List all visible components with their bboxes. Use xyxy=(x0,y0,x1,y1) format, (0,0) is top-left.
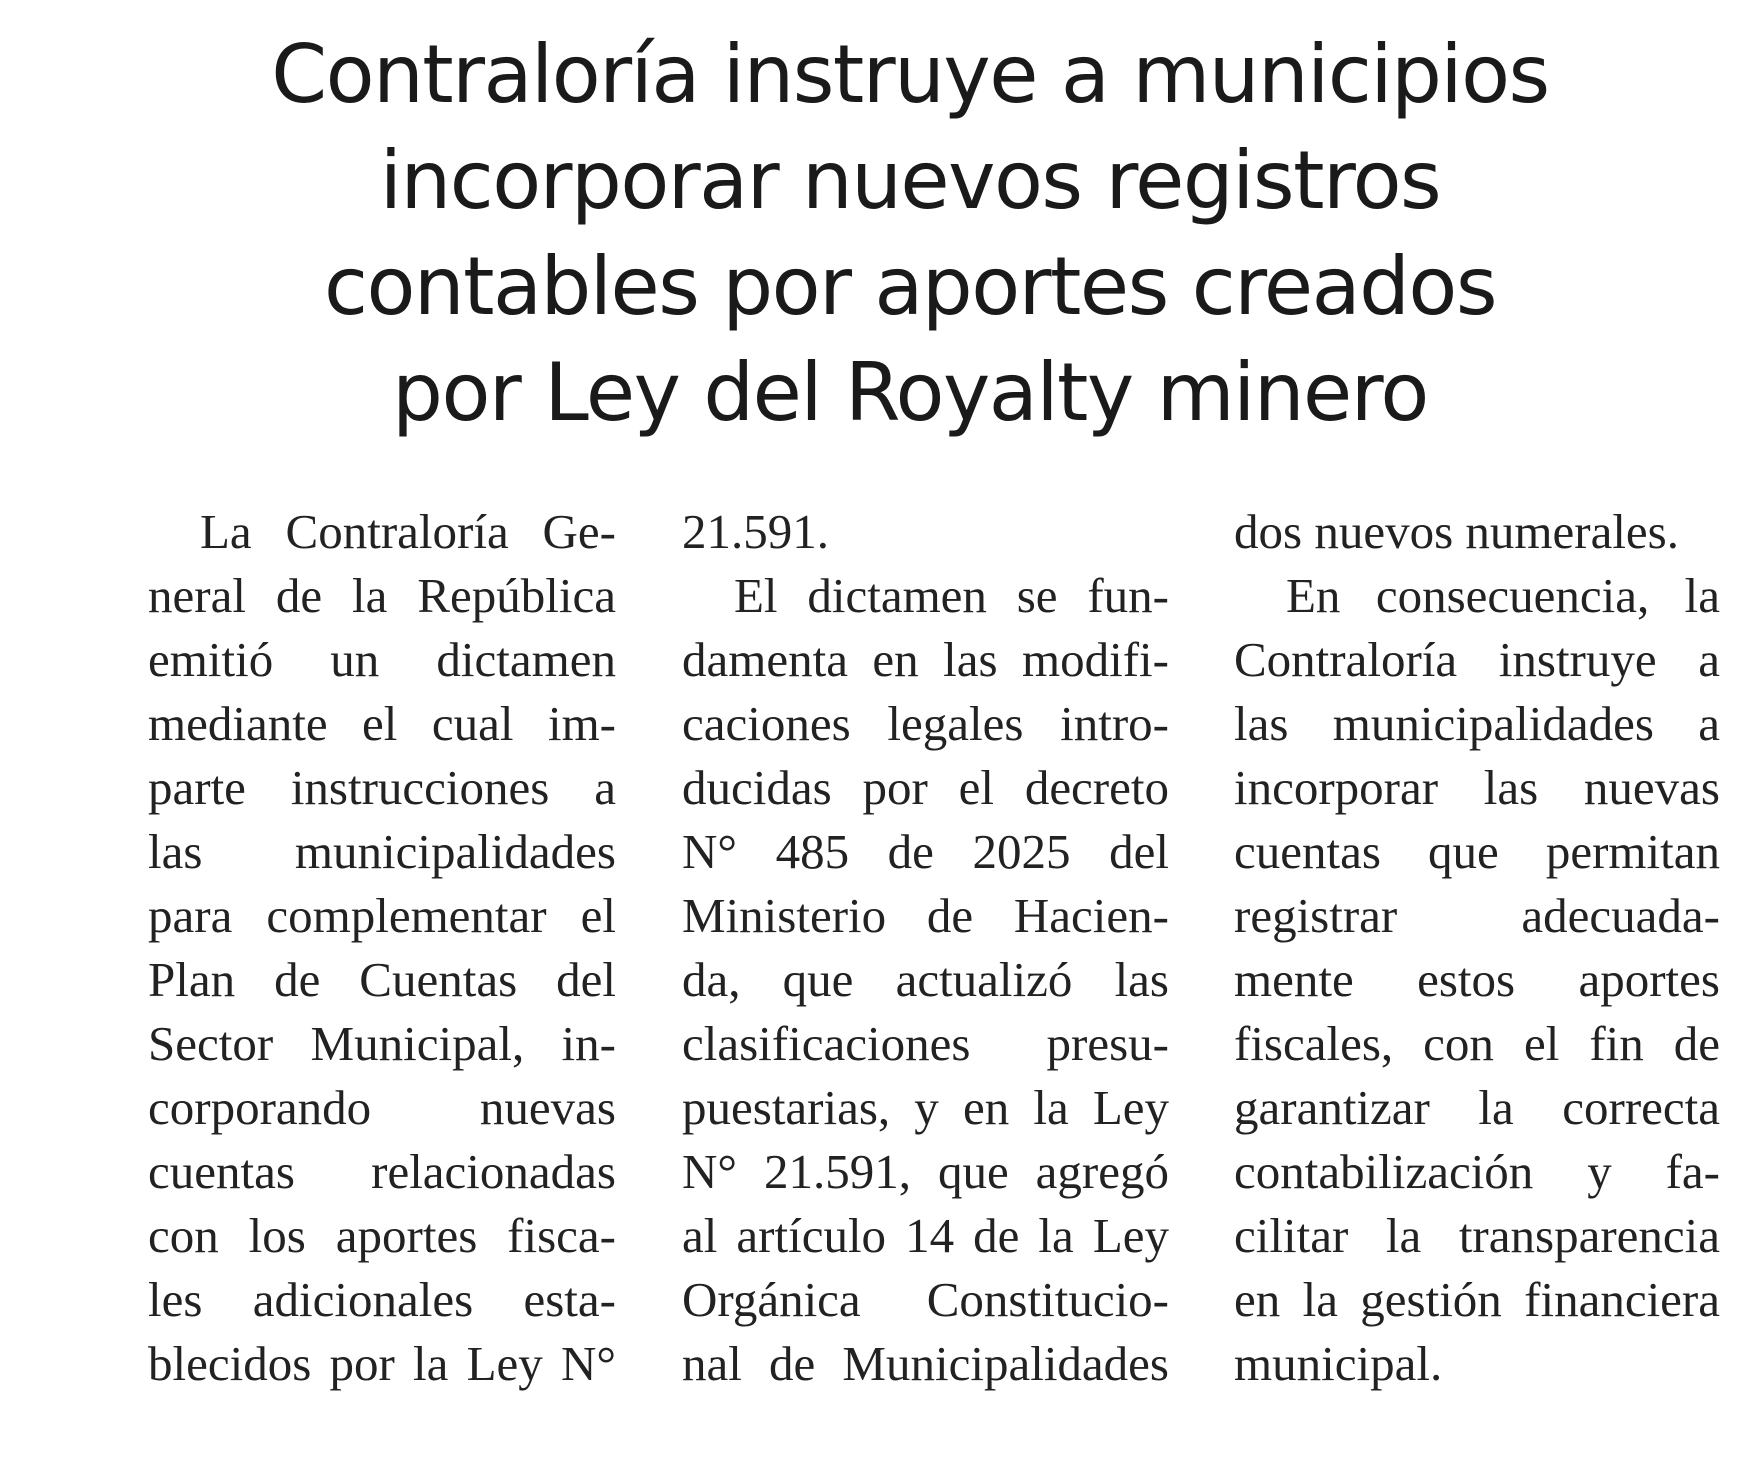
text-line: Sector Municipal, in- xyxy=(148,1016,616,1071)
text-line: Orgánica Constitucio- xyxy=(682,1272,1169,1327)
text-line: neral de la República xyxy=(148,568,616,623)
text-line: emitió un dictamen xyxy=(148,632,616,687)
text-line: La Contraloría Ge- xyxy=(200,504,616,559)
text-line: registrar adecuada- xyxy=(1234,888,1720,943)
article-column-2 xyxy=(682,500,1169,1396)
text-line: contabilización y fa- xyxy=(1234,1144,1720,1199)
text-line: caciones legales intro- xyxy=(682,696,1169,751)
article-column-3 xyxy=(1234,500,1720,1396)
text-line: cuentas relacionadas xyxy=(148,1144,616,1199)
text-line: Plan de Cuentas del xyxy=(148,952,616,1007)
text-line: para complementar el xyxy=(148,888,616,943)
text-line: Ministerio de Hacien- xyxy=(682,888,1169,943)
text-line: fiscales, con el fin de xyxy=(1234,1016,1720,1071)
text-line: El dictamen se fun- xyxy=(734,568,1169,623)
text-line: damenta en las modifi- xyxy=(682,632,1169,687)
text-line: 21.591. xyxy=(682,504,829,559)
text-line: les adicionales esta- xyxy=(148,1272,616,1327)
text-line: Contraloría instruye a xyxy=(1234,632,1720,687)
text-line: N° 485 de 2025 del xyxy=(682,824,1169,879)
text-line: blecidos por la Ley N° xyxy=(148,1336,616,1391)
text-line: municipal. xyxy=(1234,1336,1443,1391)
text-line: parte instrucciones a xyxy=(148,760,616,815)
headline xyxy=(140,22,1680,446)
text-line: mediante el cual im- xyxy=(148,696,616,751)
headline-line: Contraloría instruye a municipios xyxy=(271,28,1549,121)
text-line: cilitar la transparencia xyxy=(1234,1208,1720,1263)
text-line: N° 21.591, que agregó xyxy=(682,1144,1169,1199)
headline-line: incorporar nuevos registros xyxy=(379,134,1441,227)
text-line: corporando nuevas xyxy=(148,1080,616,1135)
headline-line: contables por aportes creados xyxy=(323,240,1496,333)
text-line: ducidas por el decreto xyxy=(682,760,1169,815)
text-line: da, que actualizó las xyxy=(682,952,1169,1007)
text-line: las municipalidades a xyxy=(1234,696,1720,751)
text-line: En consecuencia, la xyxy=(1286,568,1720,623)
text-line: puestarias, y en la Ley xyxy=(682,1080,1169,1135)
text-line: dos nuevos numerales. xyxy=(1234,504,1679,559)
text-line: nal de Municipalidades xyxy=(682,1336,1169,1391)
text-line: mente estos aportes xyxy=(1234,952,1720,1007)
text-line: las municipalidades xyxy=(148,824,616,879)
text-line: garantizar la correcta xyxy=(1234,1080,1720,1135)
text-line: clasificaciones presu- xyxy=(682,1016,1169,1071)
headline-line: por Ley del Royalty minero xyxy=(392,346,1428,439)
text-line: al artículo 14 de la Ley xyxy=(682,1208,1169,1263)
article-column-1 xyxy=(148,500,616,1396)
text-line: cuentas que permitan xyxy=(1234,824,1720,879)
text-line: con los aportes fisca- xyxy=(148,1208,616,1263)
text-line: en la gestión financiera xyxy=(1234,1272,1720,1327)
text-line: incorporar las nuevas xyxy=(1234,760,1720,815)
